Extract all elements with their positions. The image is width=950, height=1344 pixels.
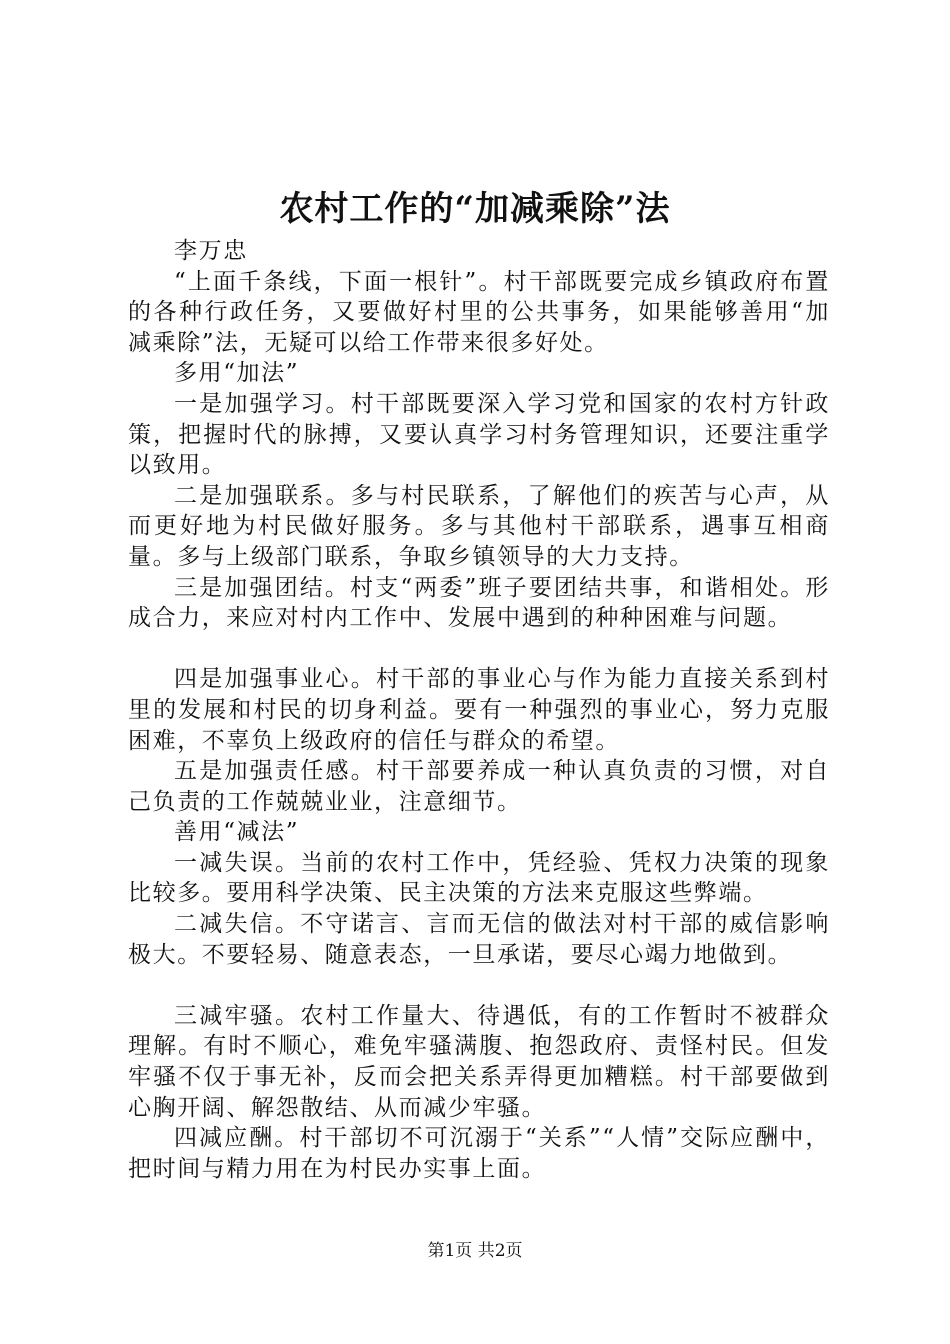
document-title: 农村工作的“加减乘除”法 [279, 189, 671, 229]
paragraph-intro: “上面千条线，下面一根针”。村干部既要完成乡镇政府布置的各种行政任务，又要做好村里的公共事务，如果能够善用“加减乘除”法，无疑可以给工作带来很多好处。 [128, 268, 830, 356]
paragraph-subtraction-2: 二减失信。不守诺言、言而无信的做法对村干部的威信影响极大。不要轻易、随意表态，一旦承诺，要尽心竭力地做到。 [128, 911, 830, 968]
paragraph-spacer [128, 634, 830, 665]
paragraph-addition-4: 四是加强事业心。村干部的事业心与作为能力直接关系到村里的发展和村民的切身利益。要有一种强烈的事业心，努力克服困难，不辜负上级政府的信任与群众的希望。 [128, 666, 830, 754]
paragraph-subtraction-1: 一减失误。当前的农村工作中，凭经验、凭权力决策的现象比较多。要用科学决策、民主决策的方法来克服这些弊端。 [128, 849, 830, 907]
author-line: 李万忠 [174, 238, 248, 264]
paragraph-spacer [128, 970, 830, 1001]
section-heading-addition: 多用“加法” [174, 360, 300, 387]
paragraph-addition-1: 一是加强学习。村干部既要深入学习党和国家的农村方针政策，把握时代的脉搏，又要认真学习村务管理知识，还要注重学以致用。 [128, 390, 830, 479]
paragraph-addition-5: 五是加强责任感。村干部要养成一种认真负责的习惯，对自己负责的工作兢兢业业，注意细节。 [128, 758, 830, 815]
document-body [128, 236, 830, 1184]
paragraph-addition-2: 二是加强联系。多与村民联系，了解他们的疾苦与心声，从而更好地为村民做好服务。多与其他村干部联系，遇事互相商量。多与上级部门联系，争取乡镇领导的大力支持。 [128, 482, 830, 570]
section-heading-subtraction: 善用“减法” [174, 819, 300, 846]
paragraph-subtraction-3: 三减牢骚。农村工作量大、待遇低，有的工作暂时不被群众理解。有时不顺心，难免牢骚满腹、抱怨政府、责怪村民。但发牢骚不仅于事无补，反而会把关系弄得更加糟糕。村干部要做到心胸开阔、解怨散结、从而减少牢骚。 [128, 1002, 830, 1121]
paragraph-addition-3: 三是加强团结。村支“两委”班子要团结共事，和谐相处。形成合力，来应对村内工作中、发展中遇到的种种困难与问题。 [128, 574, 830, 632]
paragraph-subtraction-4: 四减应酬。村干部切不可沉溺于“关系”“人情”交际应酬中，把时间与精力用在为村民办实事上面。 [128, 1125, 830, 1182]
page-footer: 第1页 共2页 [427, 1241, 523, 1261]
